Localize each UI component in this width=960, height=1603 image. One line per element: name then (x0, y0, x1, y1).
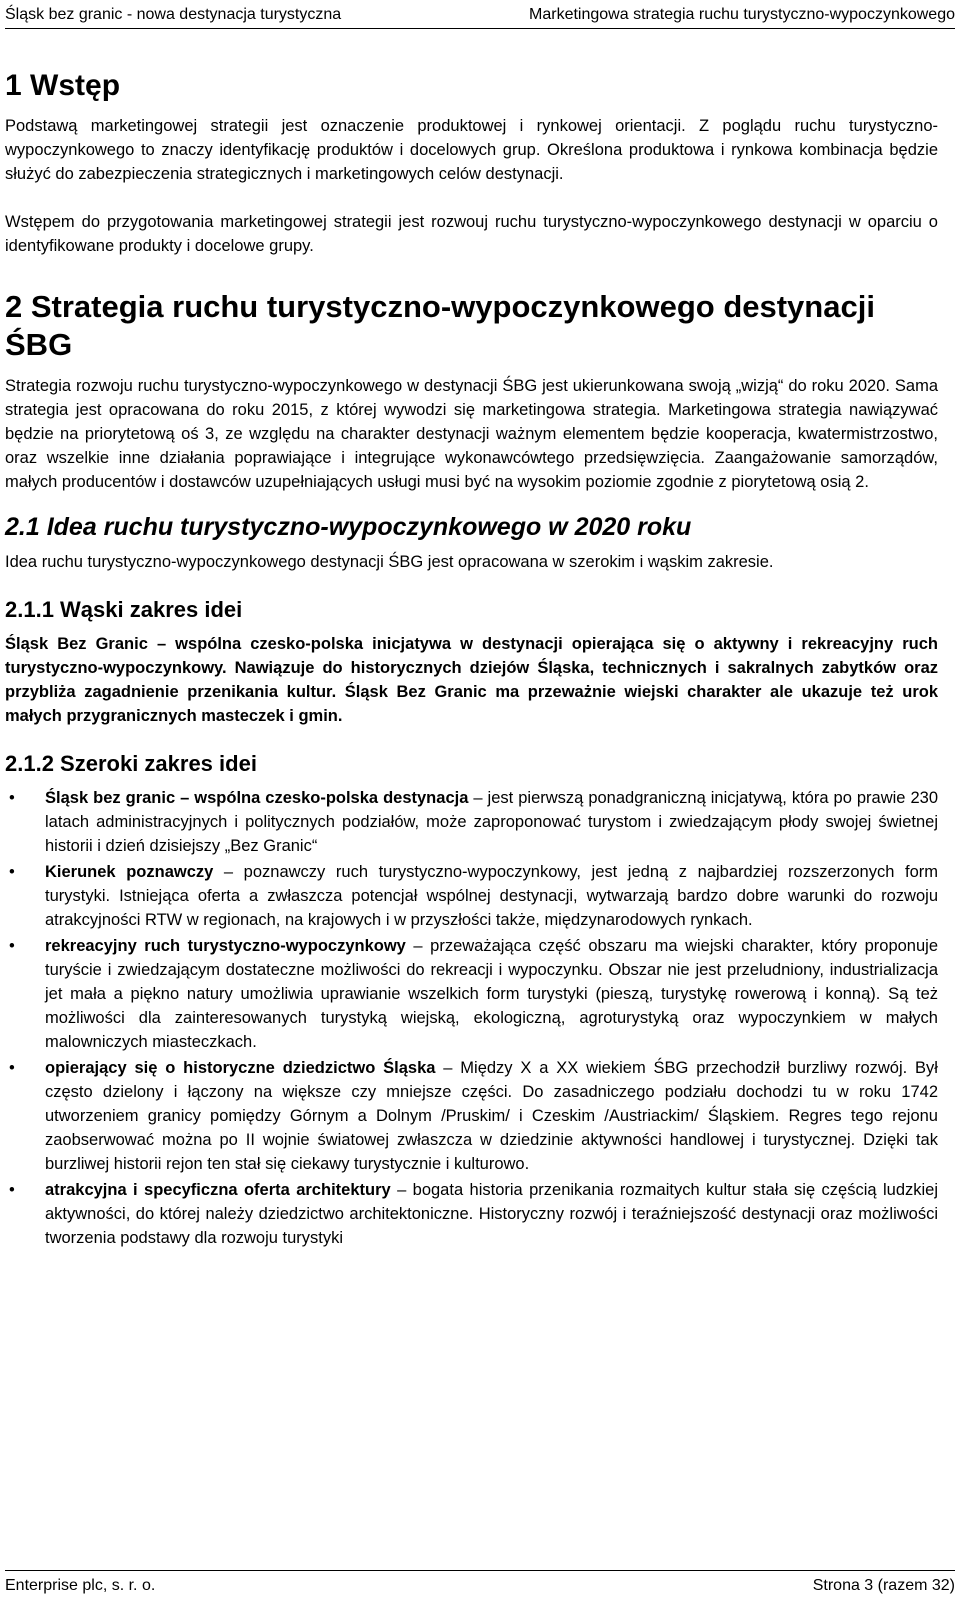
list-item (5, 786, 938, 858)
heading-2: 2 Strategia ruchu turystyczno-wypoczynkowego destynacji ŚBG (5, 289, 875, 362)
page-header (5, 1, 955, 29)
page-footer (5, 1570, 955, 1601)
paragraph: Strategia rozwoju ruchu turystyczno-wypoczynkowego w destynacji ŚBG jest ukierunkowana swoją „wizją“ do roku 2020. Sama strategia jest opracowana do roku 2015, z której wywodzi się marketingowa strategia. Marketingowa strategia nawiązywać będzie na priorytetową oś 3, ze względu na charakter destynacji ważnym elementem będzie kooperacja, kwatermistrzostwo, oraz wszelkie inne działania poprawiające i integrujące wykonawcówtego przedsięwzięcia. Zaangażowanie samorządów, małych producentów i dostawców uzupełniających usługi musi być na wysokim poziomie zgodnie z piorytetową osią 2. (5, 377, 938, 491)
header-left-text: Śląsk bez granic - nowa destynacja turystyczna (5, 5, 342, 23)
paragraph: Wstępem do przygotowania marketingowej strategii jest rozwouj ruchu turystyczno-wypoczynkowego destynacji w oparciu o identyfikowane produkty i docelowe grupy. (5, 213, 938, 255)
bullet-icon: • (9, 1059, 15, 1077)
header-right-text: Marketingowa strategia ruchu turystyczno-wypoczynkowego (529, 5, 955, 23)
paragraph: Podstawą marketingowej strategii jest oznaczenie produktowej i rynkowej orientacji. Z poglądu ruchu turystyczno-wypoczynkowego to znaczy identyfikację produktów i docelowych grup. Określona produktowa i rynkowa kombinacja będzie służyć do zabezpieczenia strategicznych i marketingowych celów destynacji. (5, 117, 938, 183)
paragraph: Idea ruchu turystyczno-wypoczynkowego destynacji ŚBG jest opracowana w szerokim i wąskim zakresie. (5, 553, 774, 571)
list-item-term: opierający się o historyczne dziedzictwo Śląska (45, 1059, 436, 1077)
heading-2-1: 2.1 Idea ruchu turystyczno-wypoczynkowego w 2020 roku (5, 513, 692, 541)
list-item (5, 934, 938, 1054)
list-item-term: Kierunek poznawczy (45, 863, 214, 881)
footer-left-text: Enterprise plc, s. r. o. (5, 1577, 156, 1594)
list-item-text: – Między X a XX wiekiem ŚBG przechodził burzliwy rozwój. Był często dzielony i łączony na większe czy mniejsze części. Do zasadniczego podziału dochodzi tu w roku 1742 utworzeniem granicy pomiędzy Górnym a Dolnym /Pruskim/ i Czeskim /Austriackim/ Śląskiem. Regres tego rejonu zaobserwować można po II wojnie światowej zwłaszcza w dziedzinie aktywności handlowej i turystycznej. Dzięki tak burzliwej historii rejon ten stał się ciekawy turystycznie i kulturowo. (45, 1059, 938, 1173)
page-number: Strona 3 (razem 32) (812, 1577, 955, 1594)
list-item-term: Śląsk bez granic – wspólna czesko-polska destynacja (45, 789, 469, 807)
list-item-term: rekreacyjny ruch turystyczno-wypoczynkowy (45, 937, 406, 955)
list-item-text: – poznawczy ruch turystyczno-wypoczynkowy, jest jedną z najbardziej rozszerzonych form turystyki. Istniejąca oferta a zwłaszcza potencjał wspólnej destynacji, wytwarzają bardzo dobre warunki do rozwoju atrakcyjności RTW w regionach, na krajowych i w przyszłości także, międzynarodowych rynkach. (45, 863, 938, 929)
bullet-list (5, 786, 938, 1250)
list-item (5, 1056, 938, 1176)
list-item-text: – bogata historia przenikania rozmaitych kultur stała się częścią ludzkiej aktywności, do której należy dziedzictwo architektoniczne. Historyczny rozwój i teraźniejszość destynacji oraz możliwości tworzenia podstawy dla rozwoju turystyki (45, 1181, 938, 1247)
heading-2-1-2: 2.1.2 Szeroki zakres idei (5, 751, 257, 776)
list-item (5, 860, 938, 932)
heading-1: 1 Wstęp (5, 69, 121, 102)
list-item (5, 1178, 938, 1250)
list-item-text: – jest pierwszą ponadgraniczną inicjatywą, która po prawie 230 latach administracyjnych i politycznych podziałów, może zaproponować turystom i zwiedzającym płody swojej świetnej historii i dzień dzisiejszy „Bez Granic“ (45, 789, 938, 855)
bullet-icon: • (9, 1181, 15, 1199)
paragraph-bold: Śląsk Bez Granic – wspólna czesko-polska inicjatywa w destynacji opierająca się o aktywny i rekreacyjny ruch turystyczno-wypoczynkowy. Nawiązuje do historycznych dziejów Śląska, technicznych i sakralnych zabytków oraz przybliża zagadnienie przenikania kultur. Śląsk Bez Granic ma przeważnie wiejski charakter ale ukazuje też urok małych przygranicznych masteczek i gmin. (5, 635, 938, 725)
list-item-text: – przeważająca część obszaru ma wiejski charakter, który proponuje turyście i zwiedzającym dostateczne możliwości do rekreacji i wypoczynku. Obszar nie jest przeludniony, industrializacja jet mała a piękno natury umożliwia uprawianie wszelkich form turystyki (pieszą, turystykę rowerową i konną). Są też możliwości dla zainteresowanych turystyką wiejską, ekologiczną, agroturystyką oraz wypoczynkiem w małych malowniczych miasteczkach. (45, 937, 938, 1051)
list-item-term: atrakcyjna i specyficzna oferta architektury (45, 1181, 391, 1199)
heading-2-1-1: 2.1.1 Wąski zakres idei (5, 597, 243, 622)
bullet-icon: • (9, 863, 15, 881)
bullet-icon: • (9, 789, 15, 807)
page-content (5, 28, 938, 1252)
bullet-icon: • (9, 937, 15, 955)
